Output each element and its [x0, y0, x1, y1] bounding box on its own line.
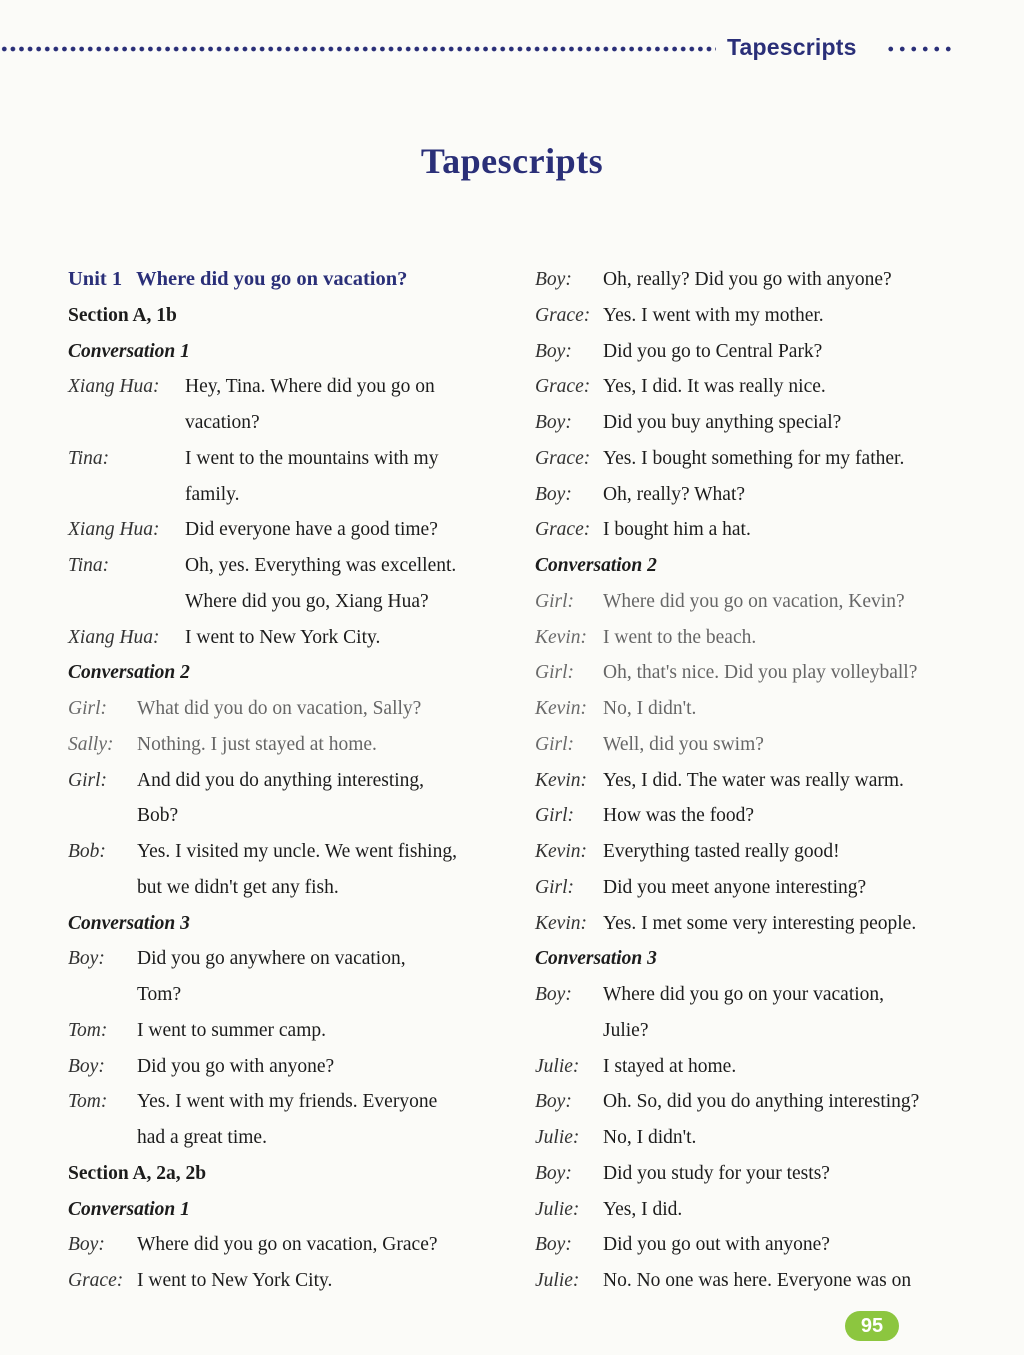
speaker-label: Xiang Hua: — [68, 519, 160, 541]
dialogue-line — [535, 1263, 975, 1299]
dialogue-line — [535, 727, 975, 763]
dialogue-line — [68, 584, 518, 620]
speaker-label: Grace: — [535, 376, 591, 398]
dialogue-line — [68, 977, 518, 1013]
dialogue-line — [535, 1049, 975, 1085]
dialogue-line — [535, 1013, 975, 1049]
dialogue-line — [68, 405, 518, 441]
speaker-label: Boy: — [68, 1055, 105, 1077]
dialogue-text: No, I didn't. — [603, 1127, 697, 1148]
running-header — [0, 34, 1024, 70]
dialogue-text: Yes. I went with my friends. Everyone — [137, 1091, 438, 1113]
dialogue-text: Oh. So, did you do anything interesting? — [603, 1091, 920, 1113]
dialogue-line — [68, 763, 518, 799]
speaker-label: Boy: — [535, 1162, 572, 1184]
speaker-label: Kevin: — [535, 698, 587, 719]
dialogue-line — [68, 1120, 518, 1156]
speaker-label: Sally: — [68, 733, 114, 755]
dialogue-line — [535, 977, 975, 1013]
dialogue-line — [68, 620, 518, 656]
dialogue-text: Nothing. I just stayed at home. — [137, 733, 377, 755]
dialogue-line — [535, 334, 975, 370]
dialogue-line — [535, 906, 975, 942]
speaker-label: Girl: — [535, 590, 574, 612]
dialogue-text: Did you study for your tests? — [603, 1162, 830, 1184]
speaker-label: Julie: — [535, 1198, 580, 1220]
dialogue-line — [68, 548, 518, 584]
dialogue-line — [535, 763, 975, 799]
dialogue-line — [535, 620, 975, 656]
dialogue-line — [535, 1192, 975, 1228]
page-number-badge: 95 — [845, 1311, 899, 1341]
dialogue-text: Where did you go on your vacation, — [603, 984, 885, 1005]
dialogue-block — [535, 977, 975, 1299]
dialogue-text: Oh, yes. Everything was excellent. — [185, 555, 457, 576]
dialogue-text: Yes. I bought something for my father. — [603, 447, 905, 469]
dialogue-text: No, I didn't. — [603, 698, 697, 719]
speaker-label: Tom: — [68, 1019, 108, 1041]
dialogue-line — [68, 870, 518, 906]
speaker-label: Kevin: — [535, 769, 587, 791]
dialogue-line — [68, 477, 518, 513]
dialogue-block — [535, 584, 975, 942]
section-heading: Section A, 2a, 2b — [68, 1162, 207, 1184]
dialogue-text: Bob? — [137, 805, 179, 827]
speaker-label: Kevin: — [535, 912, 587, 934]
dialogue-text: Oh, that's nice. Did you play volleyball? — [603, 662, 918, 684]
right-column — [535, 262, 975, 1299]
conversation-heading: Conversation 3 — [535, 948, 657, 970]
dialogue-line — [68, 1227, 518, 1263]
dialogue-line — [535, 369, 975, 405]
dialogue-line — [68, 691, 518, 727]
dialogue-text: Did you buy anything special? — [603, 412, 842, 433]
dialogue-text: Yes, I did. The water was really warm. — [603, 769, 904, 791]
speaker-label: Girl: — [68, 769, 107, 791]
dialogue-line — [535, 1120, 975, 1156]
speaker-label: Xiang Hua: — [68, 626, 160, 648]
dialogue-line — [535, 798, 975, 834]
dialogue-text: Well, did you swim? — [603, 733, 764, 755]
dialogue-text: had a great time. — [137, 1127, 267, 1148]
conversation-heading: Conversation 2 — [535, 555, 657, 576]
dialogue-text: Did you go anywhere on vacation, — [137, 948, 406, 970]
dialogue-text: I stayed at home. — [603, 1055, 737, 1077]
dialogue-block — [68, 691, 518, 906]
conversation-heading: Conversation 2 — [68, 662, 190, 684]
dialogue-text: Yes. I met some very interesting people. — [603, 912, 917, 934]
dialogue-text: Tom? — [137, 984, 182, 1005]
speaker-label: Boy: — [535, 1234, 572, 1256]
speaker-label: Kevin: — [535, 841, 587, 862]
dialogue-text: Where did you go on vacation, Grace? — [137, 1234, 438, 1256]
dialogue-text: Did everyone have a good time? — [185, 519, 438, 541]
dialogue-line — [535, 655, 975, 691]
speaker-label: Boy: — [535, 483, 572, 505]
speaker-label: Boy: — [535, 412, 572, 433]
speaker-label: Grace: — [535, 304, 591, 326]
speaker-label: Girl: — [68, 698, 107, 719]
dialogue-block — [68, 941, 518, 1156]
speaker-label: Boy: — [535, 340, 572, 362]
dialogue-text: Julie? — [603, 1019, 649, 1041]
dialogue-line — [535, 1156, 975, 1192]
dialogue-line — [68, 1049, 518, 1085]
speaker-label: Boy: — [68, 1234, 105, 1256]
speaker-label: Tina: — [68, 555, 110, 576]
dialogue-line — [68, 727, 518, 763]
speaker-label: Xiang Hua: — [68, 376, 160, 398]
dialogue-line — [68, 369, 518, 405]
dialogue-text: I went to New York City. — [137, 1270, 333, 1291]
speaker-label: Girl: — [535, 662, 574, 684]
dialogue-line — [68, 1013, 518, 1049]
speaker-label: Julie: — [535, 1055, 580, 1077]
dialogue-text: Where did you go, Xiang Hua? — [185, 590, 429, 612]
dialogue-text: but we didn't get any fish. — [137, 876, 339, 898]
dialogue-block — [68, 369, 518, 655]
dialogue-text: family. — [185, 483, 240, 505]
header-label: Tapescripts — [727, 34, 857, 60]
dialogue-text: I went to New York City. — [185, 626, 381, 648]
dialogue-block — [68, 1227, 518, 1299]
unit-number: Unit 1 — [68, 268, 123, 290]
dialogue-text: Yes, I did. It was really nice. — [603, 376, 826, 398]
dialogue-text: Did you meet anyone interesting? — [603, 876, 867, 898]
speaker-label: Boy: — [68, 948, 105, 970]
dialogue-text: Did you go to Central Park? — [603, 340, 823, 362]
dialogue-text: Oh, really? What? — [603, 483, 746, 505]
dialogue-text: vacation? — [185, 412, 260, 433]
dialogue-text: Yes, I did. — [603, 1198, 683, 1220]
speaker-label: Julie: — [535, 1270, 580, 1291]
page-title: Tapescripts — [420, 141, 604, 181]
speaker-label: Boy: — [535, 269, 572, 290]
speaker-label: Grace: — [68, 1270, 124, 1291]
speaker-label: Boy: — [535, 1091, 572, 1113]
speaker-label: Girl: — [535, 805, 574, 827]
dialogue-line — [535, 262, 975, 298]
dialogue-line — [68, 512, 518, 548]
header-dot-leader — [0, 45, 716, 53]
dialogue-line — [68, 441, 518, 477]
speaker-label: Kevin: — [535, 626, 587, 648]
dialogue-text: Where did you go on vacation, Kevin? — [603, 590, 905, 612]
speaker-label: Grace: — [535, 447, 591, 469]
conversation-heading: Conversation 3 — [68, 912, 190, 934]
dialogue-text: Oh, really? Did you go with anyone? — [603, 269, 892, 290]
speaker-label: Girl: — [535, 876, 574, 898]
left-column — [68, 262, 518, 1299]
dialogue-line — [535, 834, 975, 870]
dialogue-line — [535, 691, 975, 727]
dialogue-text: I went to the beach. — [603, 626, 757, 648]
dialogue-line — [68, 834, 518, 870]
dialogue-line — [68, 941, 518, 977]
dialogue-text: I went to the mountains with my — [185, 447, 439, 469]
speaker-label: Tina: — [68, 447, 110, 469]
speaker-label: Tom: — [68, 1091, 108, 1113]
dialogue-text: And did you do anything interesting, — [137, 769, 425, 791]
speaker-label: Bob: — [68, 841, 106, 862]
dialogue-line — [68, 798, 518, 834]
dialogue-line — [535, 477, 975, 513]
dialogue-line — [535, 584, 975, 620]
unit-title: Where did you go on vacation? — [136, 268, 408, 290]
speaker-label: Girl: — [535, 733, 574, 755]
dialogue-block — [535, 262, 975, 548]
dialogue-text: How was the food? — [603, 805, 755, 827]
dialogue-text: Everything tasted really good! — [603, 841, 840, 862]
conversation-heading: Conversation 1 — [68, 1198, 190, 1220]
dialogue-text: Did you go with anyone? — [137, 1055, 335, 1077]
dialogue-line — [535, 441, 975, 477]
section-heading: Section A, 1b — [68, 304, 177, 326]
dialogue-text: Yes. I went with my mother. — [603, 304, 824, 326]
unit-heading — [68, 262, 518, 298]
dialogue-text: Yes. I visited my uncle. We went fishing, — [137, 841, 457, 862]
conversation-heading: Conversation 1 — [68, 340, 190, 362]
dialogue-line — [68, 1263, 518, 1299]
dialogue-line — [535, 405, 975, 441]
dialogue-line — [68, 1084, 518, 1120]
dialogue-line — [535, 870, 975, 906]
dialogue-text: Did you go out with anyone? — [603, 1234, 830, 1256]
header-dot-trailer — [885, 45, 955, 53]
dialogue-line — [535, 1227, 975, 1263]
dialogue-text: Hey, Tina. Where did you go on — [185, 376, 435, 398]
dialogue-line — [535, 298, 975, 334]
speaker-label: Julie: — [535, 1127, 580, 1148]
dialogue-text: No. No one was here. Everyone was on — [603, 1270, 912, 1291]
dialogue-text: I bought him a hat. — [603, 519, 751, 541]
dialogue-line — [535, 1084, 975, 1120]
dialogue-line — [535, 512, 975, 548]
dialogue-text: I went to summer camp. — [137, 1019, 326, 1041]
dialogue-text: What did you do on vacation, Sally? — [137, 698, 422, 719]
speaker-label: Boy: — [535, 984, 572, 1005]
speaker-label: Grace: — [535, 519, 591, 541]
